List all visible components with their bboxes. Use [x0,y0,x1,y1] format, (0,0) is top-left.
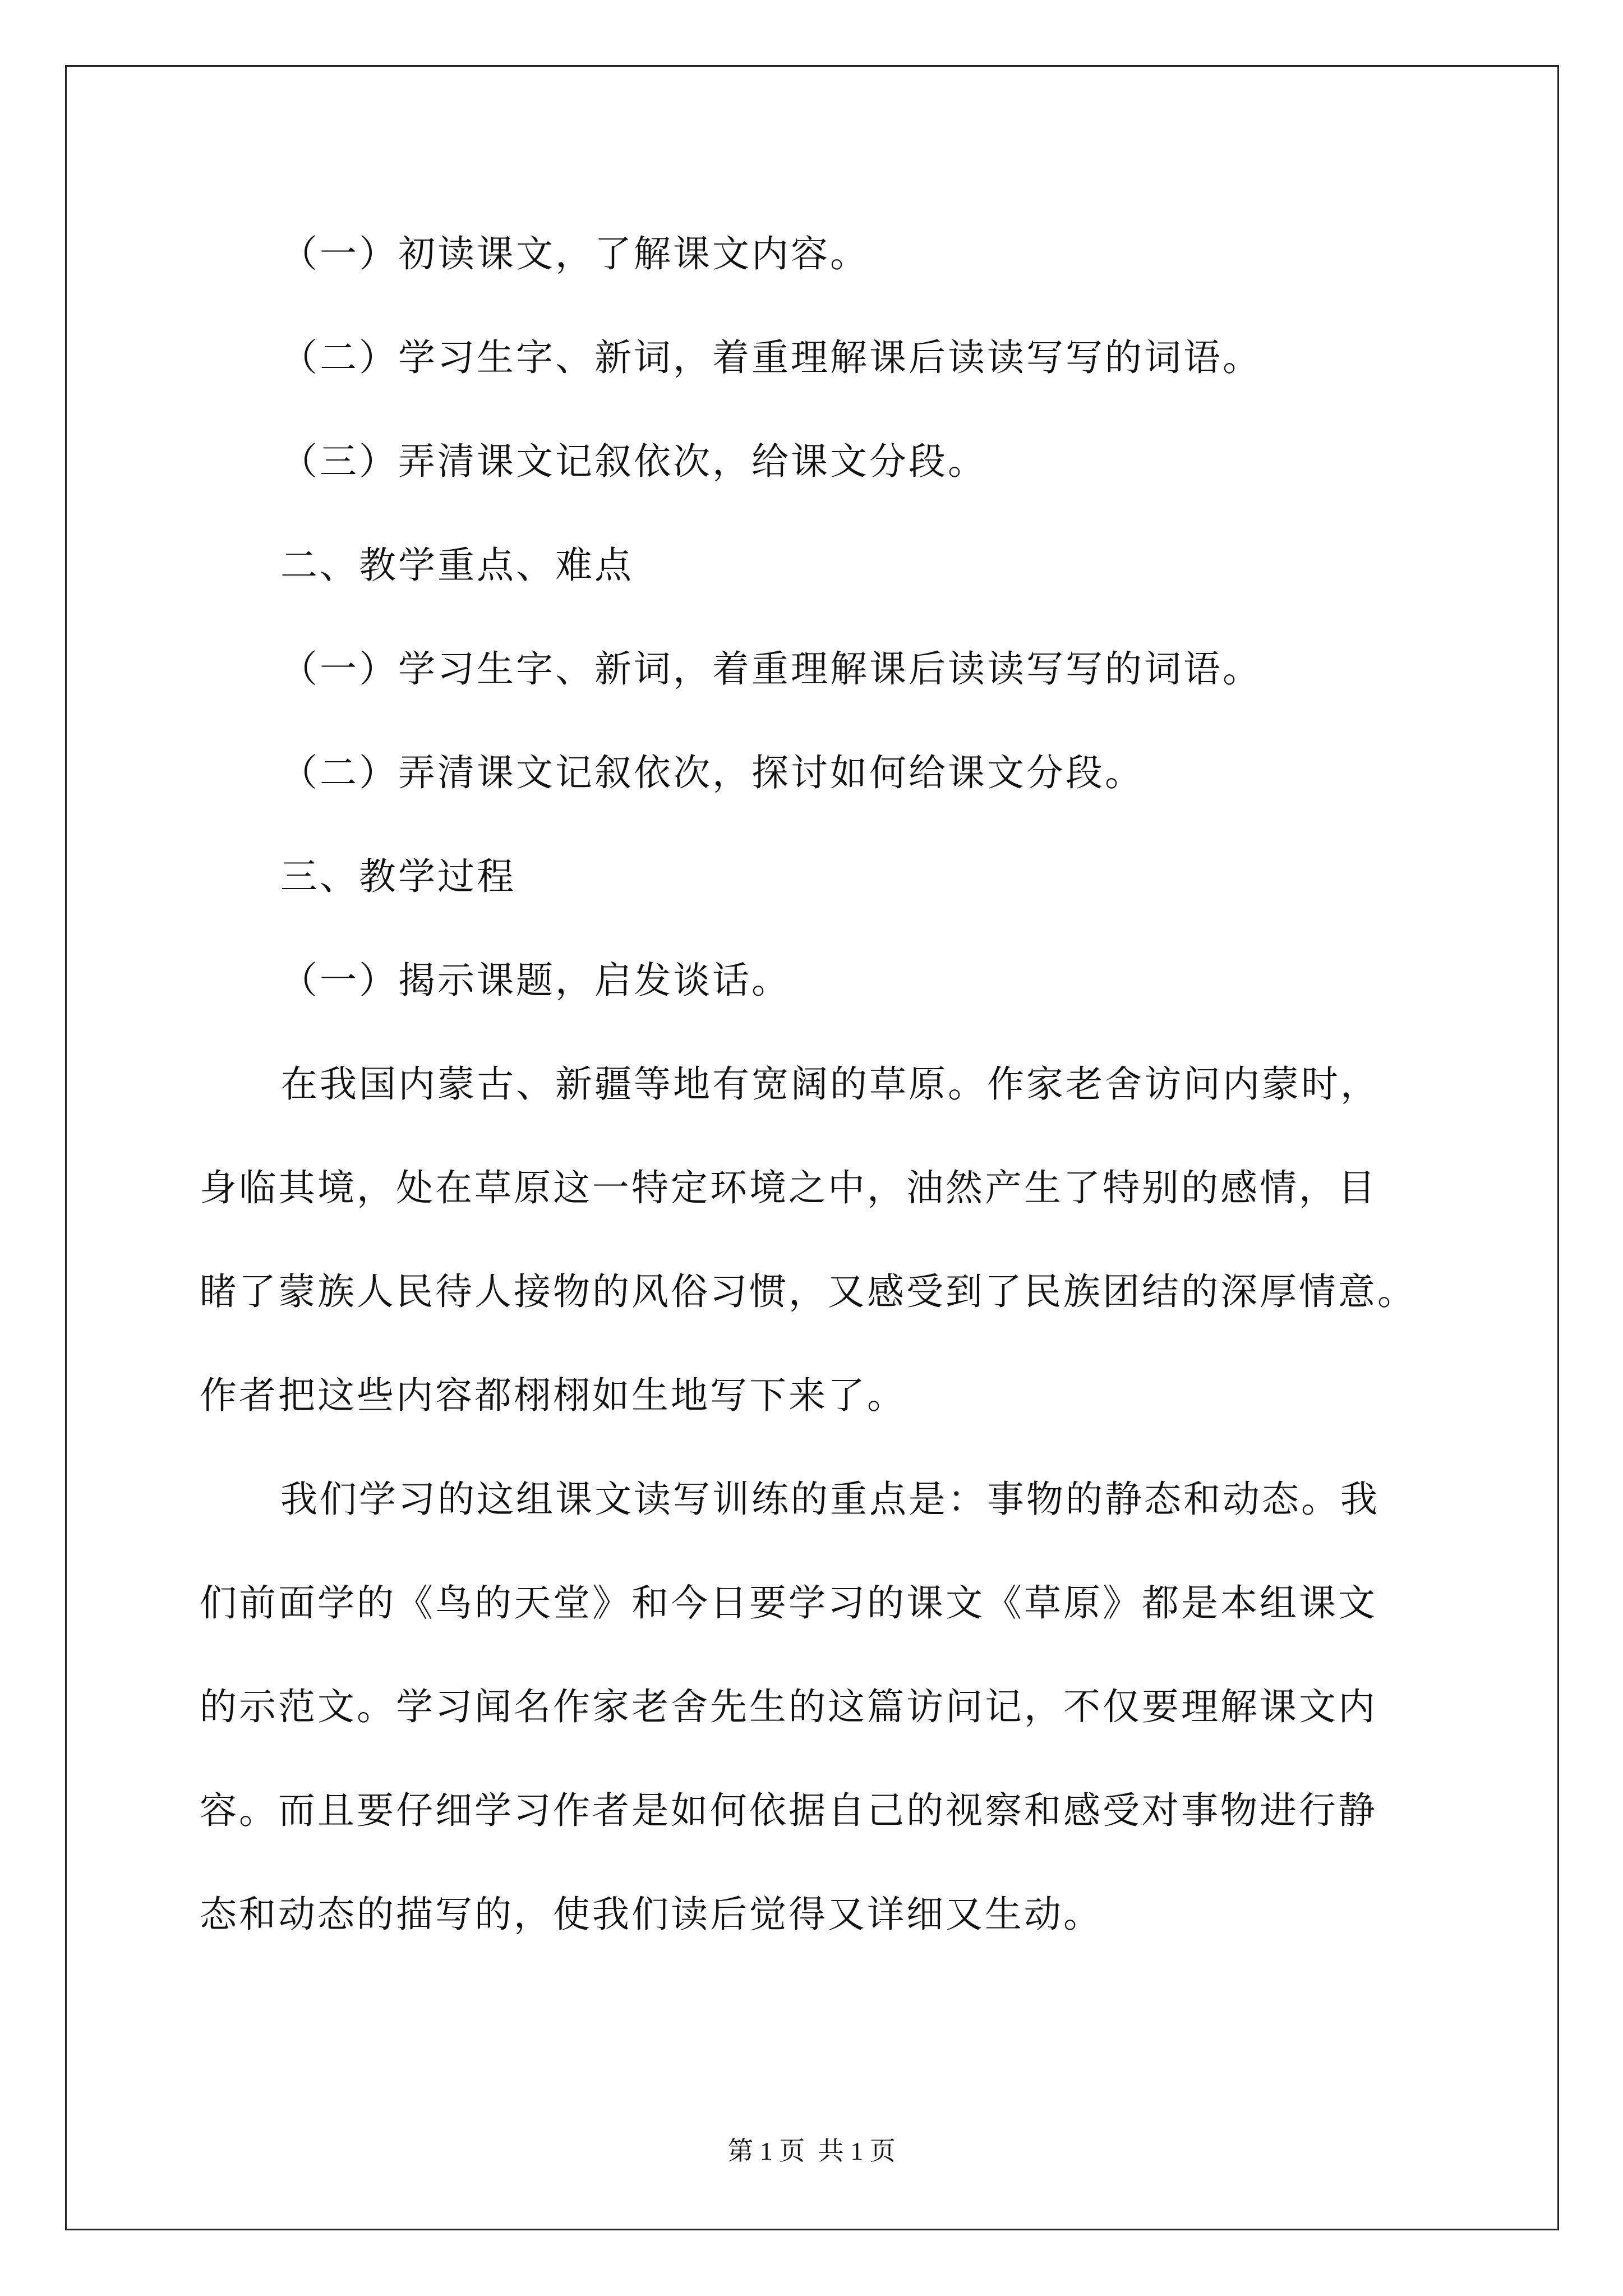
section-heading: 三、教学过程 [280,855,516,898]
section-heading: 二、教学重点、难点 [280,544,634,587]
paragraph-line: 睹了蒙族人民待人接物的风俗习惯，又感受到了民族团结的深厚情意。 [200,1270,1417,1313]
paragraph-line: 在我国内蒙古、新疆等地有宽阔的草原。作家老舍访问内蒙时， [280,1062,1380,1106]
text-line: （一）揭示课题，启发谈话。 [280,959,791,1002]
paragraph-line: 身临其境，处在草原这一特定环境之中，油然产生了特别的感情，目 [200,1166,1377,1209]
page-total: 共 1 页 [818,2137,896,2165]
paragraph-line: 态和动态的描写的，使我们读后觉得又详细又生动。 [200,1893,1103,1936]
page-footer [0,2134,1623,2168]
paragraph-line: 我们学习的这组课文读写训练的重点是：事物的静态和动态。我 [280,1478,1380,1521]
paragraph-line: 作者把这些内容都栩栩如生地写下来了。 [200,1374,906,1417]
text-line: （二）学习生字、新词，着重理解课后读读写写的词语。 [280,336,1262,379]
paragraph-line: 们前面学的《鸟的天堂》和今日要学习的课文《草原》都是本组课文 [200,1581,1377,1625]
text-line: （一）初读课文，了解课文内容。 [280,232,869,275]
paragraph-line: 的示范文。学习闻名作家老舍先生的这篇访问记，不仅要理解课文内 [200,1685,1377,1728]
page-number: 第 1 页 [727,2137,805,2165]
text-line: （一）学习生字、新词，着重理解课后读读写写的词语。 [280,647,1262,691]
paragraph-line: 容。而且要仔细学习作者是如何依据自己的视察和感受对事物进行静 [200,1789,1377,1832]
text-line: （二）弄清课文记叙依次，探讨如何给课文分段。 [280,751,1144,794]
text-line: （三）弄清课文记叙依次，给课文分段。 [280,440,987,483]
